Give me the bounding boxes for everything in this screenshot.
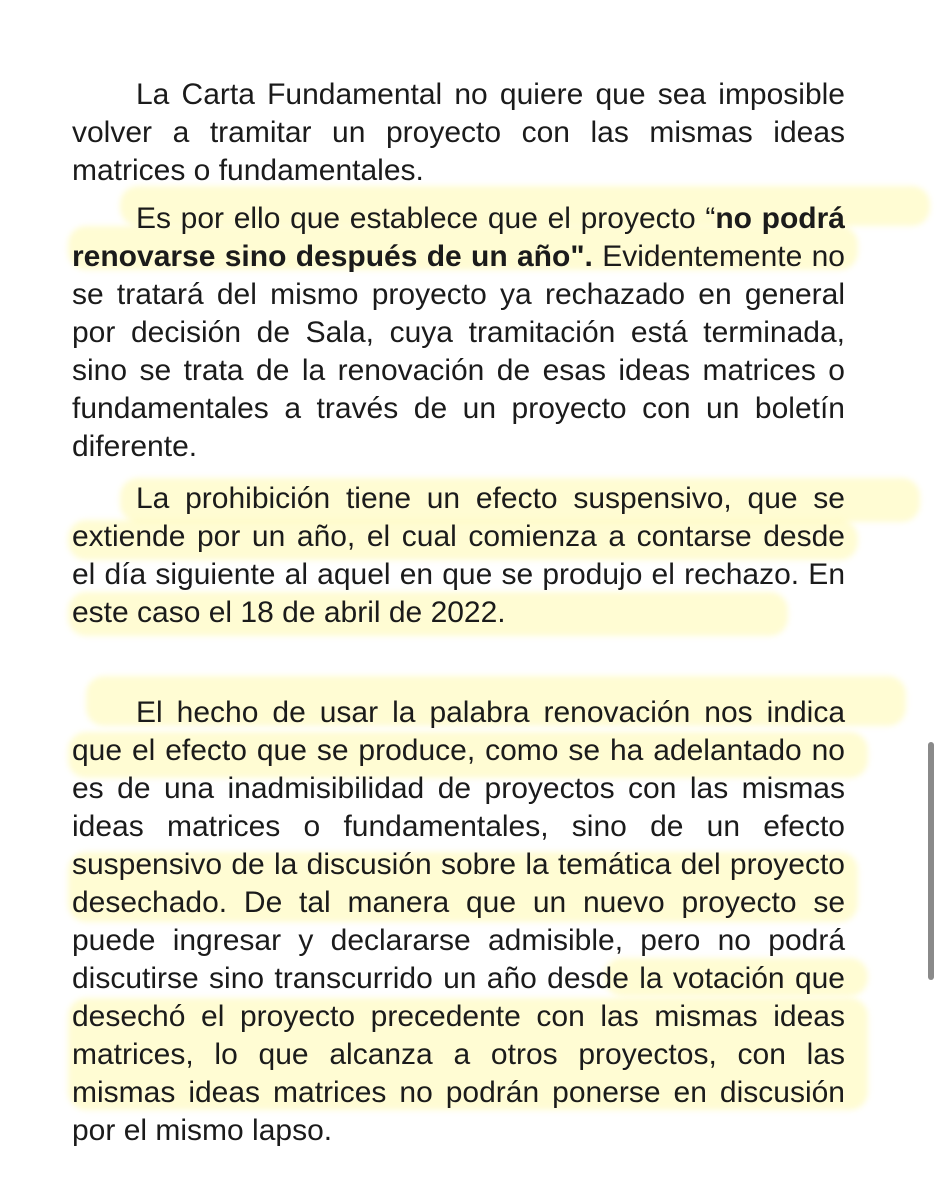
paragraph-4-text: El hecho de usar la palabra renovación nos indica que el efecto que se produce, como se ha adelantado no es de una inadmisibilidad de proyectos con las mismas ideas matrices o fundamentales, sino de un efecto suspensivo de la discusión sobre la temática del proyecto desechado. De tal manera que un nuevo proyecto se puede ingresar y declararse admisible, pero no podrá discutirse sino transcurrido un año desde la votación que desechó el proyecto precedente con las mismas ideas matrices, lo que alcanza a otros proyectos, con las mismas ideas matrices no podrán ponerse en discusión por el mismo lapso.	[72, 696, 845, 1147]
paragraph-3-text: La prohibición tiene un efecto suspensivo, que se extiende por un año, el cual comienza a contarse desde el día siguiente al aquel en que se produjo el rechazo. En este caso el 18 de abril de 2022.	[72, 482, 845, 629]
paragraph-3	[72, 480, 845, 632]
paragraph-2-text-end: Evidentemente no se tratará del mismo proyecto ya rechazado en general por decisión de Sala, cuya tramitación está terminada, sino se trata de la renovación de esas ideas matrices o fundamentales a través de un proyecto con un boletín diferente.	[72, 240, 845, 463]
paragraph-2	[72, 200, 845, 466]
vertical-scrollbar[interactable]	[928, 742, 934, 980]
paragraph-1-text: La Carta Fundamental no quiere que sea imposible volver a tramitar un proyecto con las mismas ideas matrices o fundamentales.	[72, 78, 845, 187]
paragraph-2-text-start: Es por ello que establece que el proyecto “	[136, 202, 716, 235]
paragraph-4	[72, 694, 845, 1150]
paragraph-1	[72, 76, 845, 190]
paragraph-2-bold-quote: no podrá renovarse sino después de un año".	[72, 202, 845, 273]
